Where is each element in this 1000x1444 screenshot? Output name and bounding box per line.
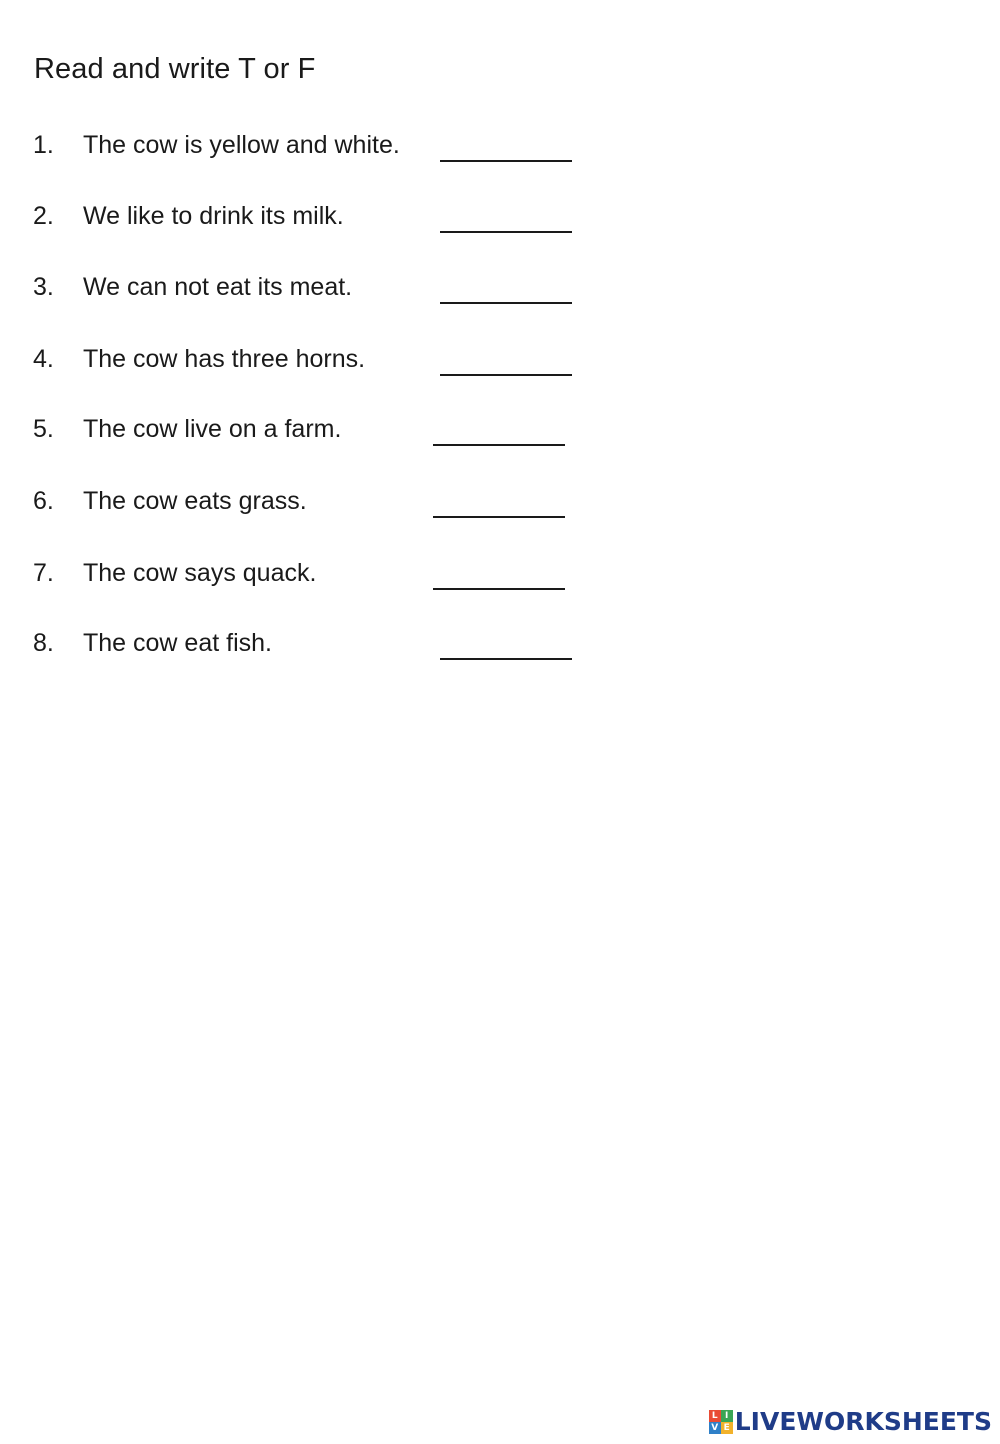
question-item (0, 128, 700, 162)
answer-field[interactable] (440, 128, 572, 162)
question-text: The cow is yellow and white. (83, 131, 400, 159)
question-text: The cow live on a farm. (83, 415, 342, 443)
question-text: The cow eat fish. (83, 629, 272, 657)
question-number: 5. (33, 415, 54, 443)
question-text: We can not eat its meat. (83, 273, 353, 301)
question-number: 1. (33, 131, 54, 159)
question-text: The cow has three horns. (83, 345, 366, 373)
logo-mark-letter: I (721, 1410, 733, 1422)
answer-field[interactable] (433, 484, 565, 518)
question-text: We like to drink its milk. (83, 202, 344, 230)
answer-field[interactable] (433, 412, 565, 446)
answer-field[interactable] (440, 270, 572, 304)
question-number: 3. (33, 273, 54, 301)
logo-mark-letter: L (709, 1410, 721, 1422)
question-item (0, 412, 700, 446)
question-text: The cow eats grass. (83, 487, 307, 515)
question-item (0, 199, 700, 233)
liveworksheets-logo-icon (709, 1410, 733, 1434)
logo-mark-letter: E (721, 1422, 733, 1434)
answer-field[interactable] (440, 626, 572, 660)
liveworksheets-logo (709, 1408, 992, 1436)
answer-field[interactable] (440, 199, 572, 233)
question-number: 6. (33, 487, 54, 515)
answer-field[interactable] (433, 556, 565, 590)
question-number: 4. (33, 345, 54, 373)
logo-text: LIVEWORKSHEETS (734, 1407, 992, 1436)
question-text: The cow says quack. (83, 559, 317, 587)
question-item (0, 270, 700, 304)
question-item (0, 342, 700, 376)
question-item (0, 626, 700, 660)
worksheet-title: Read and write T or F (34, 53, 316, 85)
question-item (0, 484, 700, 518)
question-number: 8. (33, 629, 54, 657)
answer-field[interactable] (440, 342, 572, 376)
question-number: 2. (33, 202, 54, 230)
question-number: 7. (33, 559, 54, 587)
question-item (0, 556, 700, 590)
logo-mark-letter: V (709, 1422, 721, 1434)
